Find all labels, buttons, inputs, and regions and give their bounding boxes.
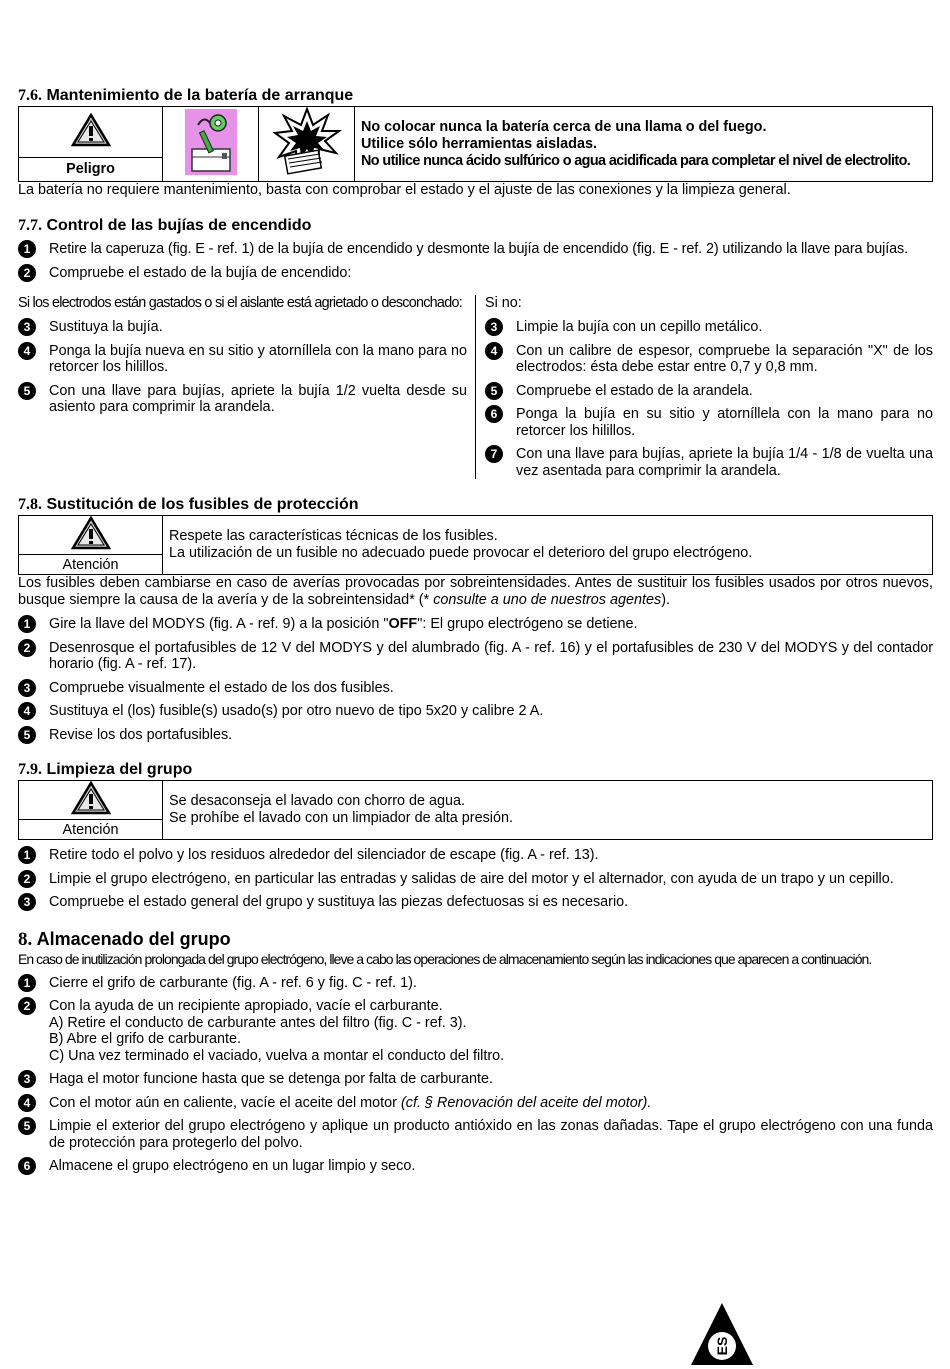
section-7-7-title: 7.7. Control de las bujías de encendido [18,217,312,234]
step-number-icon: 5 [18,1117,36,1135]
attention-label: Atención [19,555,163,575]
step-number-icon: 5 [18,726,36,744]
step-number-icon: 1 [18,615,36,633]
attention-label: Atención [19,820,163,840]
step-number-icon: 6 [18,1157,36,1175]
warning-triangle-icon [71,781,111,815]
step-number-icon: 2 [18,639,36,657]
insulated-tools-icon [182,107,240,177]
step-number-icon: 1 [18,974,36,992]
section-7-6-title: 7.6. Mantenimiento de la batería de arranque [18,87,354,104]
list-item: 4 Con el motor aún en caliente, vacíe el aceite del motor (cf. § Renovación del aceite del motor). [18,1095,933,1112]
list-item: 1 Retire todo el polvo y los residuos alrededor del silenciador de escape (fig. A - ref. 13). [18,847,933,864]
section-7-8-title: 7.8. Sustitución de los fusibles de protección [18,496,359,513]
list-item: 3 Compruebe el estado general del grupo y sustituya las piezas defectuosas si es necesario. [18,894,933,911]
step-number-icon: 3 [18,893,36,911]
step-number-icon: 4 [18,342,36,360]
list-item: 4 Sustituya el (los) fusible(s) usado(s) por otro nuevo de tipo 5x20 y calibre 2 A. [18,703,933,720]
list-item: 3 Compruebe visualmente el estado de los dos fusibles. [18,680,933,697]
column-header: Si no: [485,295,522,311]
step-number-icon: 3 [485,318,503,336]
list-item: 5 Limpie el exterior del grupo electrógeno y aplique un producto antióxido en las zonas dañadas. Tape el grupo electrógeno con una funda de protección para protegerlo del polvo. [18,1118,933,1151]
fuse-warning-text: Respete las características técnicas de los fusibles. La utilización de un fusible no adecuado puede provocar el deterioro del grupo electrógeno. [163,516,933,575]
list-item: 5 Revise los dos portafusibles. [18,727,933,744]
step-number-icon: 4 [485,342,503,360]
list-item: 6 Almacene el grupo electrógeno en un lugar limpio y seco. [18,1158,933,1175]
step-number-icon: 4 [18,1094,36,1112]
list-item: 4 Con un calibre de espesor, compruebe la separación "X" de los electrodos: ésta debe estar entre 0,7 y 0,8 mm. [485,343,933,376]
warning-triangle-cell [19,781,163,820]
step-number-icon: 5 [485,382,503,400]
step-number-icon: 3 [18,318,36,336]
step-number-icon: 3 [18,1070,36,1088]
insulated-tools-pictogram-cell [163,107,259,182]
section-7-9-title: 7.9. Limpieza del grupo [18,761,193,778]
step-number-icon: 2 [18,870,36,888]
list-item: 7 Con una llave para bujías, apriete la bujía 1/4 - 1/8 de vuelta una vez asentada para comprimir la arandela. [485,446,933,479]
warning-triangle-icon [71,113,111,147]
list-item: 1 Retire la caperuza (fig. E - ref. 1) de la bujía de encendido y desmonte la bujía de encendido (fig. E - ref. 2) utilizando la llave para bujías. [18,241,933,258]
column-otherwise [475,295,933,479]
list-item: 4 Ponga la bujía nueva en su sitio y atorníllela con la mano para no retorcer los hilillos. [18,343,467,376]
warning-triangle-cell [19,107,163,158]
step-number-icon: 2 [18,997,36,1015]
step-number-icon: 7 [485,445,503,463]
list-item: 6 Ponga la bujía en su sitio y atorníllela con la mano para no retorcer los hilillos. [485,406,933,439]
step-number-icon: 3 [18,679,36,697]
spark-plug-two-columns [18,295,933,479]
column-worn-electrodes [18,295,475,479]
step-number-icon: 6 [485,405,503,423]
language-es-badge-icon [690,1302,754,1366]
step-number-icon: 1 [18,846,36,864]
storage-intro-text: En caso de inutilización prolongada del grupo electrógeno, lleve a cabo las operaciones de almacenamiento según las indicaciones que aparecen a continuación. [18,950,872,967]
list-item: 1 Gire la llave del MODYS (fig. A - ref. 9) a la posición "OFF": El grupo electrógeno se detiene. [18,616,933,633]
list-item: 3 Limpie la bujía con un cepillo metálico. [485,319,933,336]
step-number-icon: 5 [18,382,36,400]
language-code: ES [714,1336,730,1356]
step-number-icon: 4 [18,702,36,720]
column-header: Si los electrodos están gastados o si el aislante está agrietado o desconchado: [18,295,462,311]
list-item: 2 Compruebe el estado de la bujía de encendido: [18,265,933,282]
battery-warning-text: No colocar nunca la batería cerca de una llama o del fuego. Utilice sólo herramientas aisladas. No utilice nunca ácido sulfúrico o agua acidificada para completar el nivel de electrolito. [355,107,933,182]
battery-warning-box [18,106,933,182]
cleaning-warning-box [18,780,933,840]
step-number-icon: 2 [18,264,36,282]
warning-triangle-icon [71,516,111,550]
warning-triangle-cell [19,516,163,555]
list-item: 5 Con una llave para bujías, apriete la bujía 1/2 vuelta desde su asiento para comprimir la arandela. [18,383,467,416]
list-item: 3 Haga el motor funcione hasta que se detenga por falta de carburante. [18,1071,933,1088]
page-content [18,86,933,1175]
cleaning-warning-text: Se desaconseja el lavado con chorro de agua. Se prohíbe el lavado con un limpiador de alta presión. [163,781,933,840]
fuse-warning-box [18,515,933,575]
section-8-title: 8. Almacenado del grupo [18,928,231,950]
list-item: 2 Con la ayuda de un recipiente apropiado, vacíe el carburante. A) Retire el conducto de carburante antes del filtro (fig. C - ref. 3). B) Abre el grifo de carburante. C) Una vez terminado el vaciado, vuelva a montar el conducto del filtro. [18,998,933,1064]
list-item: 2 Desenrosque el portafusibles de 12 V del MODYS y del alumbrado (fig. A - ref. 16) y el portafusibles de 230 V del MODYS y del contador horario (fig. A - ref. 17). [18,640,933,673]
battery-explosion-icon [272,107,342,177]
list-item: 5 Compruebe el estado de la arandela. [485,383,933,400]
fuse-intro-text: Los fusibles deben cambiarse en caso de averías provocadas por sobreintensidades. Antes de sustituir los fusibles usados por otros nuevos, busque siempre la causa de la avería y de la sobreintensidad* (* consulte a uno de nuestros agentes). [18,575,933,608]
list-item: 1 Cierre el grifo de carburante (fig. A - ref. 6 y fig. C - ref. 1). [18,975,933,992]
danger-label: Peligro [19,157,163,181]
list-item: 2 Limpie el grupo electrógeno, en particular las entradas y salidas de aire del motor y el alternador, con ayuda de un trapo y un cepillo. [18,871,933,888]
list-item: 3 Sustituya la bujía. [18,319,467,336]
battery-maintenance-text: La batería no requiere mantenimiento, basta con comprobar el estado y el ajuste de las conexiones y la limpieza general. [18,182,791,198]
battery-explosion-pictogram-cell [259,107,355,182]
step-number-icon: 1 [18,240,36,258]
